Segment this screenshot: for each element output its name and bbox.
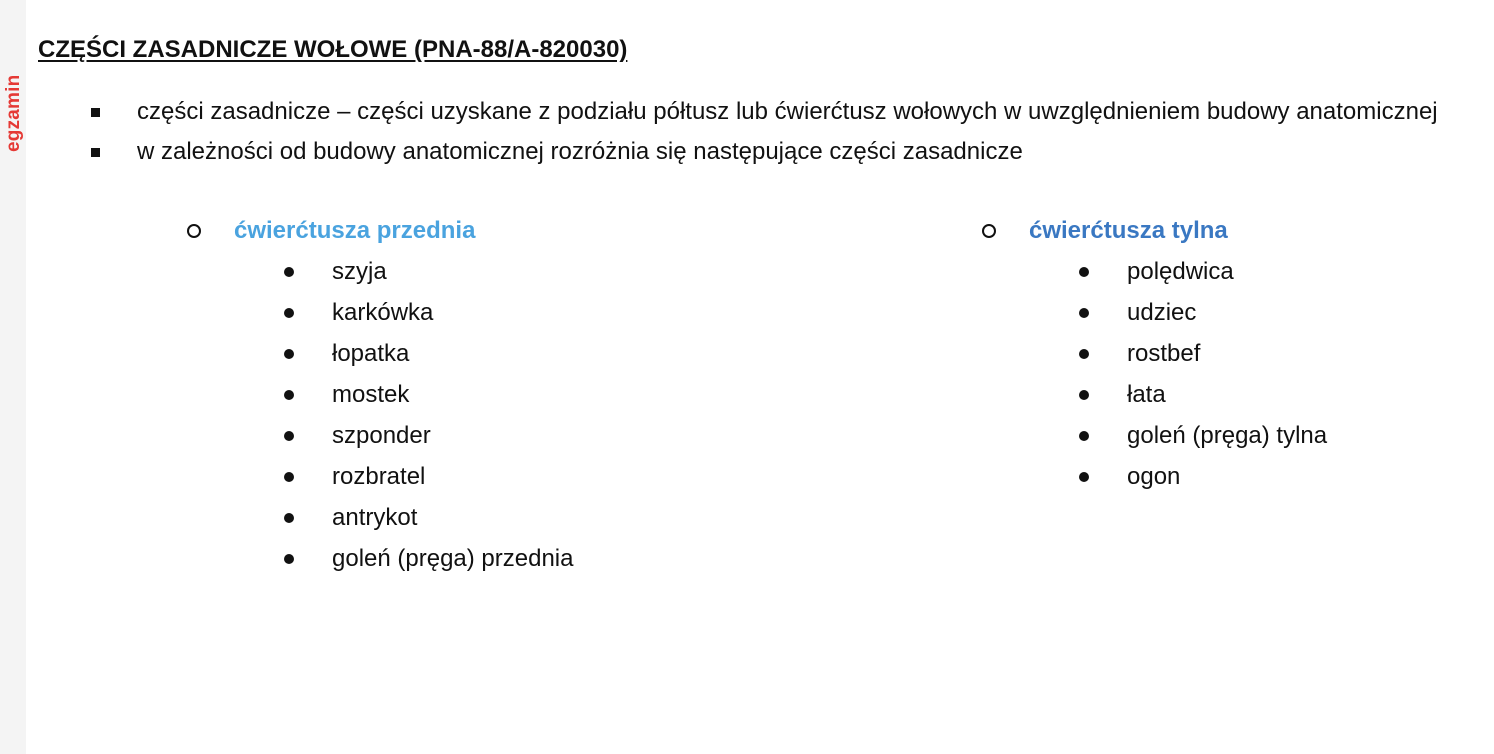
dot-bullet-icon bbox=[284, 472, 294, 482]
list-item-label: łopatka bbox=[332, 340, 410, 367]
dot-bullet-icon bbox=[284, 513, 294, 523]
dot-bullet-icon bbox=[1079, 431, 1089, 441]
list-item-label: goleń (pręga) przednia bbox=[332, 545, 574, 572]
list-item-label: ogon bbox=[1127, 463, 1181, 490]
list-item-label: łata bbox=[1127, 381, 1166, 408]
list-item bbox=[979, 374, 1494, 415]
main-bullet-item bbox=[0, 92, 1494, 132]
dot-bullet-icon bbox=[1079, 308, 1089, 318]
dot-bullet-icon bbox=[284, 349, 294, 359]
dot-bullet-icon bbox=[1079, 267, 1089, 277]
dot-bullet-icon bbox=[284, 267, 294, 277]
dot-bullet-icon bbox=[284, 431, 294, 441]
list-item bbox=[184, 374, 704, 415]
list-item bbox=[979, 333, 1494, 374]
list-item bbox=[184, 415, 704, 456]
main-bullet-text: w zależności od budowy anatomicznej rozróżnia się następujące części zasadnicze bbox=[137, 138, 1023, 165]
list-item-label: udziec bbox=[1127, 299, 1197, 326]
square-bullet-icon bbox=[91, 108, 100, 117]
list-item-label: rostbef bbox=[1127, 340, 1201, 367]
dot-bullet-icon bbox=[1079, 390, 1089, 400]
list-item-label: mostek bbox=[332, 381, 410, 408]
rear-quarter-column bbox=[979, 211, 1494, 497]
list-item bbox=[184, 251, 704, 292]
list-item bbox=[184, 333, 704, 374]
list-item bbox=[184, 456, 704, 497]
front-quarter-list bbox=[184, 251, 704, 579]
list-item bbox=[979, 292, 1494, 333]
list-item-label: goleń (pręga) tylna bbox=[1127, 422, 1328, 449]
list-item bbox=[184, 538, 704, 579]
list-item-label: antrykot bbox=[332, 504, 418, 531]
list-item-label: polędwica bbox=[1127, 258, 1234, 285]
list-item bbox=[184, 292, 704, 333]
main-bullet-list bbox=[0, 92, 1494, 172]
rear-quarter-list bbox=[979, 251, 1494, 497]
list-item-label: szponder bbox=[332, 422, 431, 449]
exam-tag: egzamin bbox=[3, 74, 24, 152]
front-quarter-column bbox=[184, 211, 704, 579]
circle-bullet-icon bbox=[982, 224, 996, 238]
list-item-label: rozbratel bbox=[332, 463, 426, 490]
rear-quarter-title: ćwierćtusza tylna bbox=[1029, 217, 1228, 244]
list-item-label: karkówka bbox=[332, 299, 434, 326]
list-item bbox=[184, 497, 704, 538]
main-bullet-item bbox=[0, 132, 1494, 172]
front-quarter-header bbox=[184, 211, 704, 251]
list-item-label: szyja bbox=[332, 258, 387, 285]
circle-bullet-icon bbox=[187, 224, 201, 238]
dot-bullet-icon bbox=[284, 308, 294, 318]
list-item bbox=[979, 456, 1494, 497]
dot-bullet-icon bbox=[1079, 349, 1089, 359]
document-title: CZĘŚCI ZASADNICZE WOŁOWE (PNA-88/A-820030) bbox=[38, 36, 628, 63]
dot-bullet-icon bbox=[284, 390, 294, 400]
square-bullet-icon bbox=[91, 148, 100, 157]
quarters-columns bbox=[0, 211, 1494, 611]
front-quarter-title: ćwierćtusza przednia bbox=[234, 217, 476, 244]
list-item bbox=[979, 251, 1494, 292]
dot-bullet-icon bbox=[1079, 472, 1089, 482]
dot-bullet-icon bbox=[284, 554, 294, 564]
rear-quarter-header bbox=[979, 211, 1494, 251]
main-bullet-text: części zasadnicze – części uzyskane z podziału półtusz lub ćwierćtusz wołowych w uwzględnieniem budowy anatomicznej bbox=[137, 98, 1438, 125]
list-item bbox=[979, 415, 1494, 456]
